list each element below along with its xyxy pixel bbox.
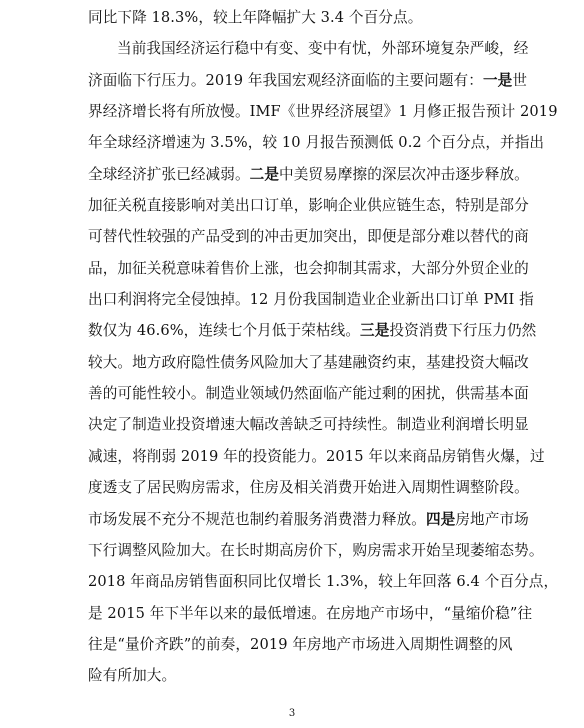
text-line: 是 2015 年下半年以来的最低增速。在房地产市场中，“量缩价稳”往 xyxy=(88,604,533,622)
text-line: 减速，将削弱 2019 年的投资能力。2015 年以来商品房销售火爆，过 xyxy=(88,447,545,465)
line-text: 数仅为 46.6%，连续七个月低于荣枯线。 xyxy=(88,322,361,340)
line-text: 世 xyxy=(512,71,528,89)
bold-marker: 一是 xyxy=(482,71,513,89)
page-number: 3 xyxy=(288,708,296,719)
text-line: 决定了制造业投资增速大幅改善缺乏可持续性。制造业利润增长明显 xyxy=(88,416,529,434)
line-text: 房地产市场 xyxy=(455,510,529,528)
line-text: 市场发展不充分不规范也制约着服务消费潜力释放。 xyxy=(88,510,426,528)
line-text: 济面临下行压力。2019 年我国宏观经济面临的主要问题有： xyxy=(88,71,483,89)
text-line: 往是“量价齐跌”的前奏，2019 年房地产市场进入周期性调整的风 xyxy=(88,635,513,653)
text-line: 可替代性较强的产品受到的冲击更加突出，即便是部分难以替代的商 xyxy=(88,228,529,246)
text-line: 险有所加大。 xyxy=(88,667,177,685)
line-text: 投资消费下行压力仍然 xyxy=(389,322,537,340)
bold-marker: 四是 xyxy=(425,510,456,528)
text-line: 2018 年商品房销售面积同比仅增长 1.3%，较上年回落 6.4 个百分点， xyxy=(88,573,559,591)
bold-marker: 二是 xyxy=(249,165,280,183)
text-line: 界经济增长将有所放慢。IMF《世界经济展望》1 月修正报告预计 2019 xyxy=(88,103,558,121)
text-line: 善的可能性较小。制造业领域仍然面临产能过剩的困扰，供需基本面 xyxy=(88,385,529,403)
line-text: 全球经济扩张已经减弱。 xyxy=(88,165,250,183)
text-line: 度透支了居民购房需求，住房及相关消费开始进入周期性调整阶段。 xyxy=(88,479,529,497)
text-line: 当前我国经济运行稳中有变、变中有忧，外部环境复杂严峻，经 xyxy=(117,40,529,58)
text-line xyxy=(88,504,529,535)
text-line xyxy=(88,65,528,96)
text-line: 较大。地方政府隐性债务风险加大了基建融资约束，基建投资大幅改 xyxy=(88,353,529,371)
text-line: 同比下降 18.3%，较上年降幅扩大 3.4 个百分点。 xyxy=(88,9,423,26)
text-line: 下行调整风险加大。在长时期高房价下，购房需求开始呈现萎缩态势。 xyxy=(88,541,544,559)
line-text: 中美贸易摩擦的深层次冲击逐步释放。 xyxy=(279,165,529,183)
text-line: 年全球经济增速为 3.5%，较 10 月报告预测低 0.2 个百分点，并指出 xyxy=(88,134,545,152)
bold-marker: 三是 xyxy=(360,322,390,340)
text-line: 加征关税直接影响对美出口订单，影响企业供应链生态，特别是部分 xyxy=(88,197,529,215)
body-text xyxy=(88,2,559,692)
text-line: 品，加征关税意味着售价上涨，也会抑制其需求，大部分外贸企业的 xyxy=(88,259,529,277)
text-line xyxy=(88,315,537,346)
text-line xyxy=(88,159,529,190)
text-line: 出口利润将完全侵蚀掉。12 月份我国制造业企业新出口订单 PMI 指 xyxy=(88,291,534,309)
